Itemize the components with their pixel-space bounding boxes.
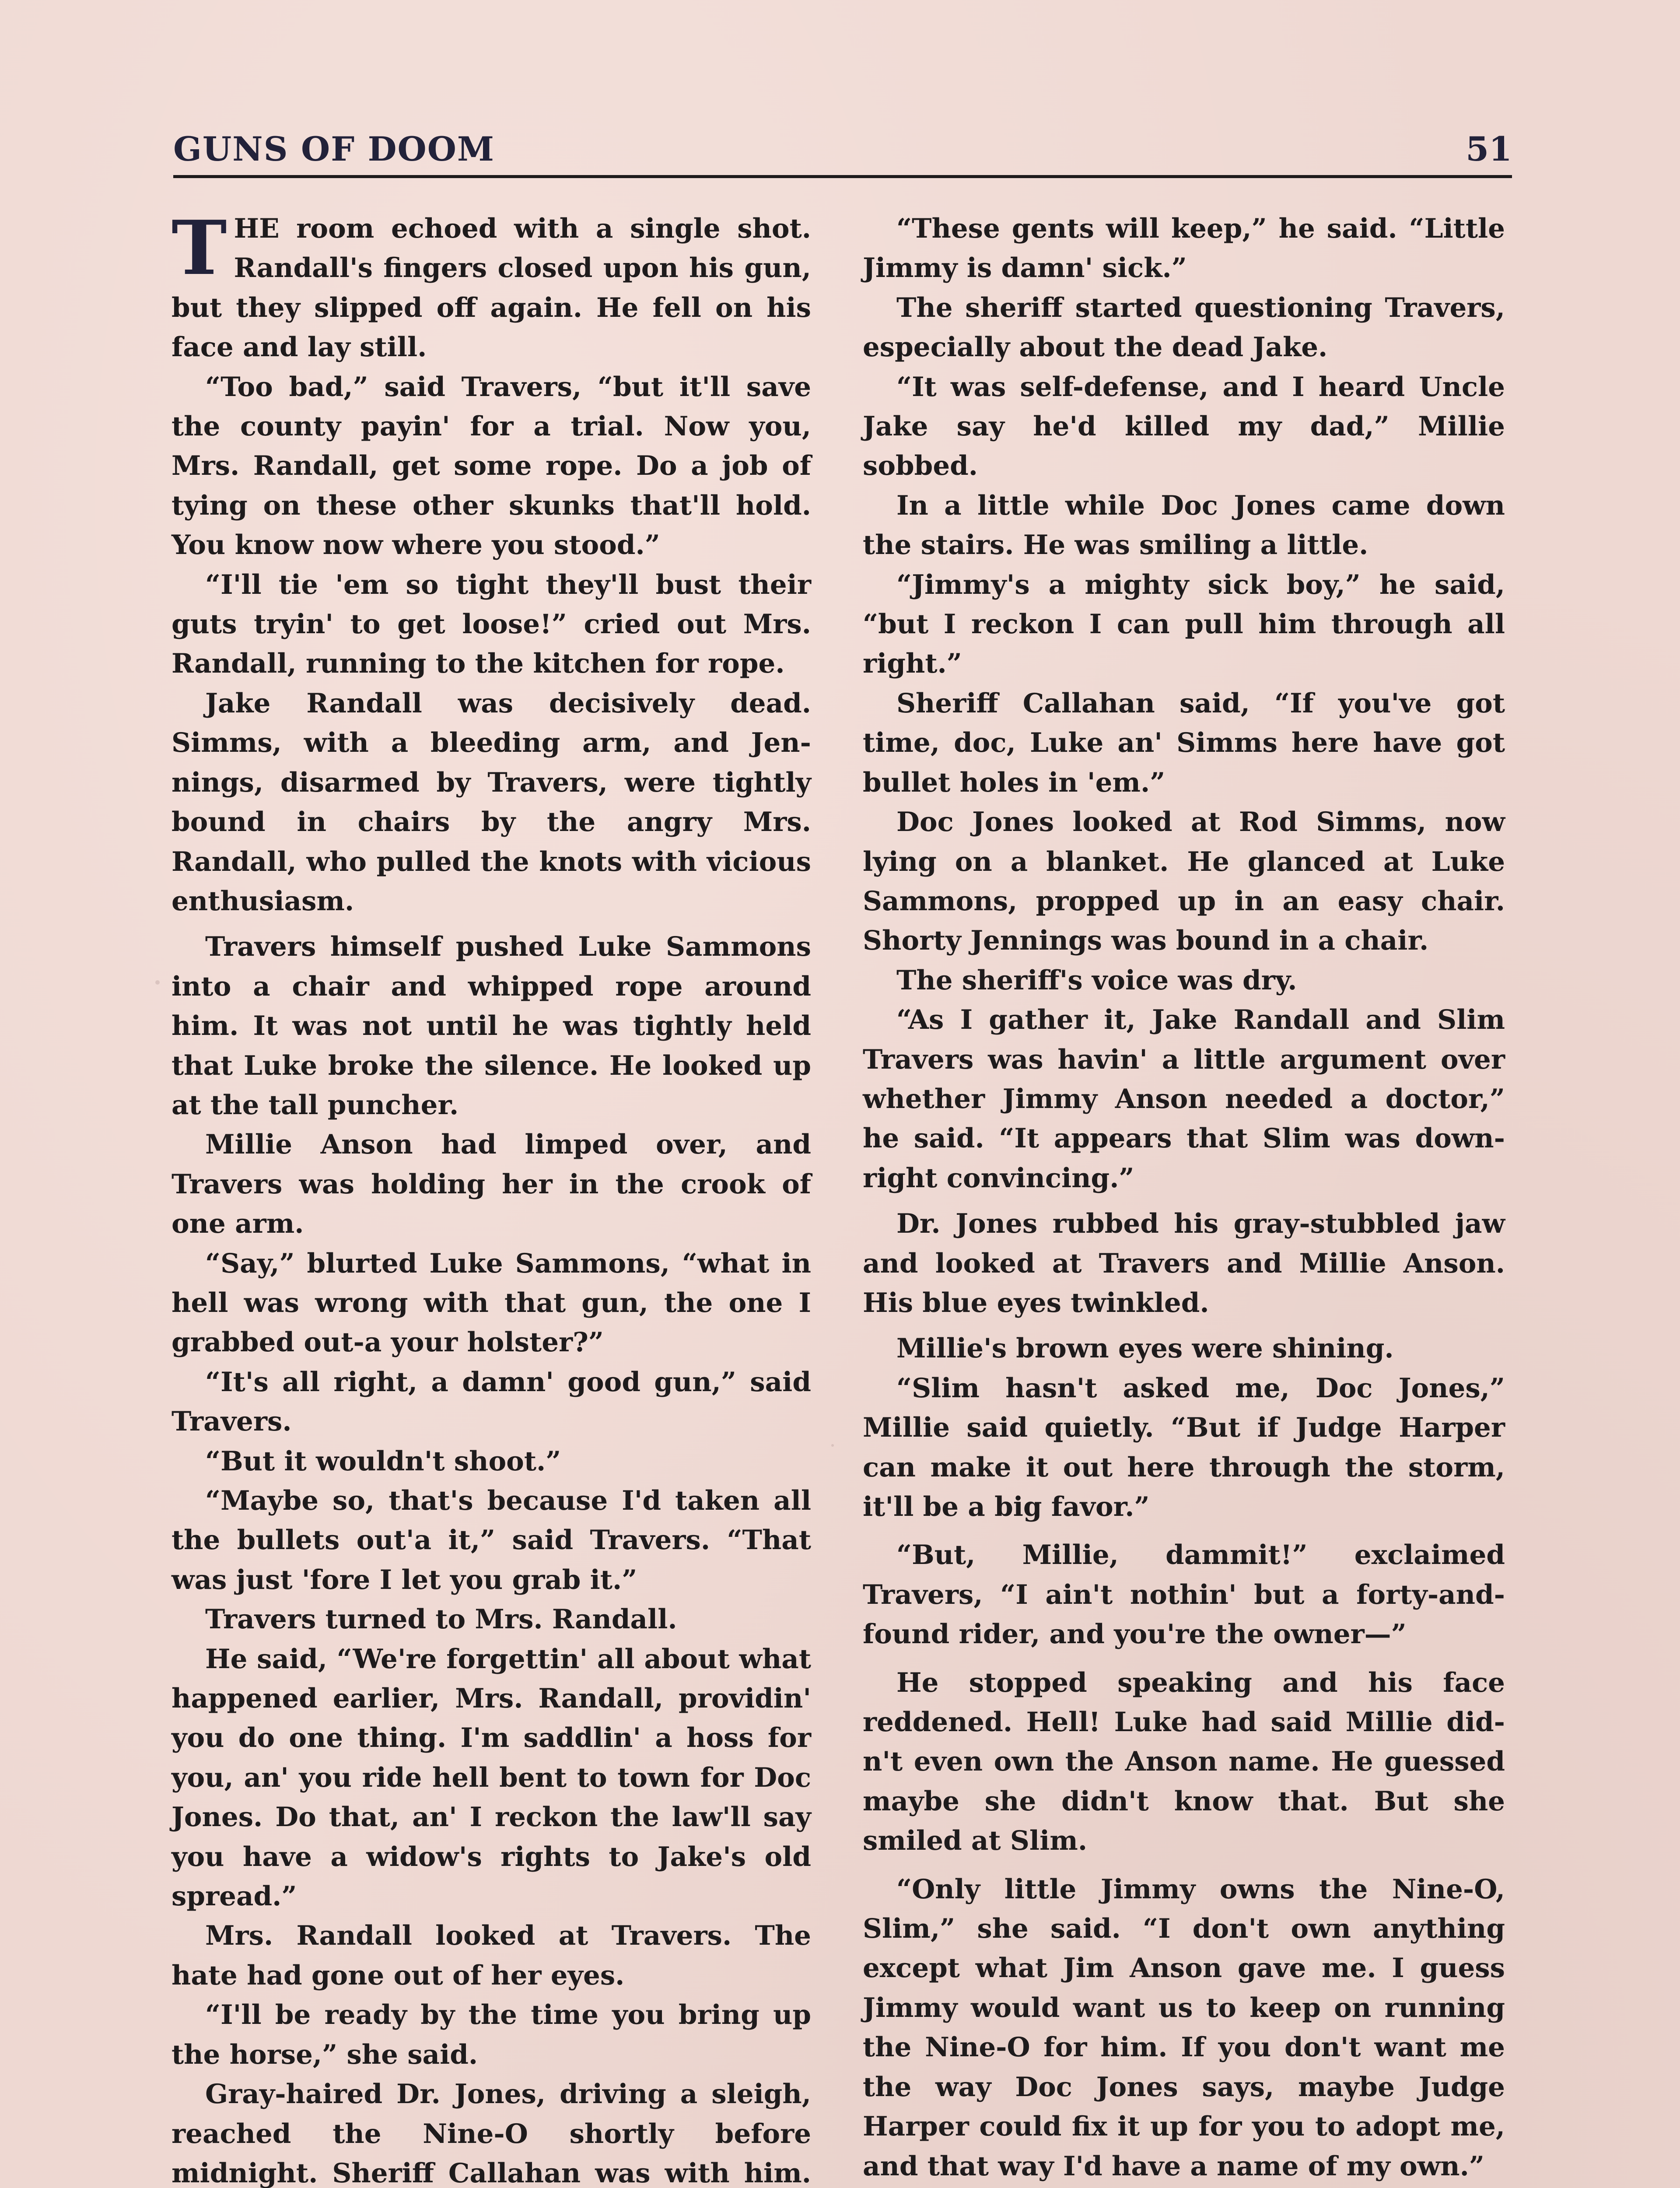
paragraph: “Too bad,” said Travers, “but it'll save the county payin' for a trial. Now you, Mrs. Randall, get some rope. Do a job of tying on these other skunks that'll hold. You know now where you stood.” bbox=[172, 371, 811, 561]
left-text-column bbox=[172, 204, 811, 2188]
paragraph: Dr. Jones rubbed his gray-stubbled jaw and looked at Travers and Millie Anson. His blue eyes twinkled. bbox=[863, 1208, 1505, 1318]
paragraph: He stopped speaking and his face reddened. Hell! Luke had said Millie didn't even own the Anson name. He guessed maybe she didn't know that. But she smiled at Slim. bbox=[863, 1667, 1505, 1857]
paragraph: “It's all right, a damn' good gun,” said Travers. bbox=[172, 1366, 811, 1438]
paragraph: “I'll be ready by the time you bring up the horse,” she said. bbox=[172, 1999, 811, 2070]
opening-text: HE room echoed with a single shot. Randall's fingers closed upon his gun, but they slipped off again. He fell on his face and lay still. bbox=[172, 213, 811, 363]
paragraph: “But it wouldn't shoot.” bbox=[205, 1445, 561, 1477]
paragraph: “It was self-defense, and I heard Uncle Jake say he'd killed my dad,” Millie sobbed. bbox=[863, 371, 1505, 482]
opening-paragraph bbox=[172, 204, 811, 368]
paragraph: “Slim hasn't asked me, Doc Jones,” Millie said quietly. “But if Judge Harper can make it out here through the storm, it'll be a big favor.” bbox=[863, 1372, 1505, 1522]
paragraph: The sheriff's voice was dry. bbox=[896, 964, 1297, 996]
paragraph: Mrs. Randall looked at Travers. The hate had gone out of her eyes. bbox=[172, 1920, 811, 1991]
paragraph: Gray-haired Dr. Jones, driving a sleigh, reached the Nine-O shortly before midnight. Sheriff Callahan was with him. bbox=[172, 2079, 811, 2188]
paragraph: Millie Anson had limped over, and Travers was holding her in the crook of one arm. bbox=[172, 1129, 811, 1240]
drop-cap: T bbox=[172, 204, 227, 292]
paragraph: Sheriff Callahan said, “If you've got time, doc, Luke an' Simms here have got bullet holes in 'em.” bbox=[863, 687, 1505, 798]
paragraph: “Maybe so, that's because I'd taken all the bullets out'a it,” said Travers. “That was just 'fore I let you grab it.” bbox=[172, 1485, 811, 1595]
right-text-column bbox=[863, 209, 1505, 2188]
paragraph: “Say,” blurted Luke Sammons, “what in hell was wrong with that gun, the one I grabbed out-a your holster?” bbox=[172, 1248, 811, 1358]
paragraph: “Only little Jimmy owns the Nine-O, Slim,” she said. “I don't own anything except what Jim Anson gave me. I guess Jimmy would want us to keep on running the Nine-O for him. If you don't want me the way Doc Jones says, maybe Judge Harper could fix it up for you to adopt me, and that way I'd have a name of my own.” bbox=[863, 1873, 1505, 2182]
paragraph: Doc Jones looked at Rod Simms, now lying on a blanket. He glanced at Luke Sammons, propped up in an easy chair. Shorty Jennings was bound in a chair. bbox=[863, 806, 1505, 957]
running-title: GUNS OF DOOM bbox=[173, 130, 495, 168]
running-header bbox=[173, 127, 1512, 178]
paragraph: He said, “We're forgettin' all about what happened earlier, Mrs. Randall, providin' you do one thing. I'm saddlin' a hoss for you, an' you ride hell bent to town for Doc Jones. Do that, an' I reckon the law'll say you have a widow's rights to Jake's old spread.” bbox=[172, 1643, 811, 1912]
paragraph: In a little while Doc Jones came down the stairs. He was smiling a little. bbox=[863, 490, 1505, 561]
page-number: 51 bbox=[1466, 130, 1512, 168]
paragraph: Jake Randall was decisively dead. Simms, with a bleeding arm, and Jennings, disarmed by Travers, were tightly bound in chairs by the angry Mrs. Randall, who pulled the knots with vicious enthusiasm. bbox=[172, 687, 811, 917]
paper-speck bbox=[831, 1444, 834, 1447]
paragraph: Millie's brown eyes were shining. bbox=[896, 1333, 1394, 1364]
paragraph: “Jimmy's a mighty sick boy,” he said, “but I reckon I can pull him through all right.” bbox=[863, 569, 1505, 680]
paper-speck bbox=[155, 980, 160, 985]
paragraph: The sheriff started questioning Travers, especially about the dead Jake. bbox=[863, 292, 1505, 363]
paragraph: “These gents will keep,” he said. “Little Jimmy is damn' sick.” bbox=[863, 213, 1505, 284]
paragraph: “As I gather it, Jake Randall and Slim Travers was havin' a little argument over whether Jimmy Anson needed a doctor,” he said. “It appears that Slim was downright convincing.” bbox=[863, 1004, 1505, 1194]
paragraph: Travers turned to Mrs. Randall. bbox=[205, 1604, 677, 1635]
paragraph: Travers himself pushed Luke Sammons into a chair and whipped rope around him. It was not until he was tightly held that Luke broke the silence. He looked up at the tall puncher. bbox=[172, 931, 811, 1121]
paragraph bbox=[863, 2186, 1505, 2188]
paragraph: “But, Millie, dammit!” exclaimed Travers, “I ain't nothin' but a forty-and-found rider, and you're the owner—” bbox=[863, 1539, 1505, 1650]
paragraph: “I'll tie 'em so tight they'll bust their guts tryin' to get loose!” cried out Mrs. Randall, running to the kitchen for rope. bbox=[172, 569, 811, 680]
